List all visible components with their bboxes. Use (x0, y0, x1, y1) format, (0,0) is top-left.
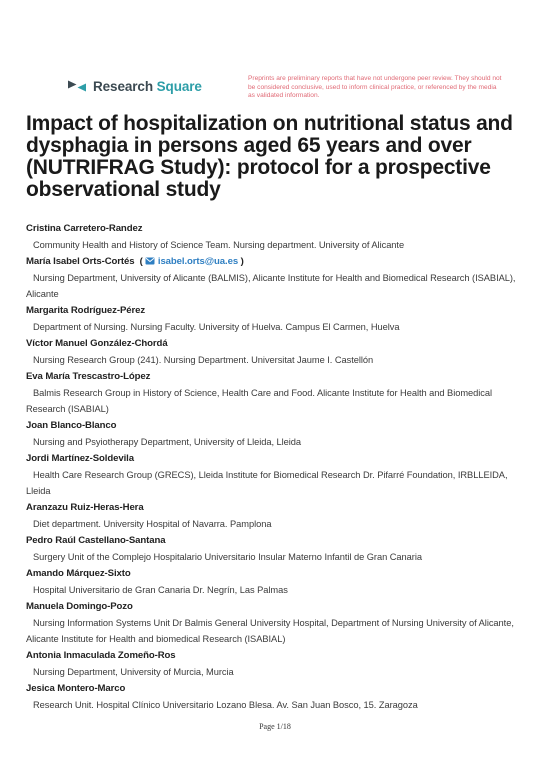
author-affiliation: Surgery Unit of the Complejo Hospitalario Universitario Insular Materno Infantil de Gran Canaria (33, 552, 422, 562)
author-name-line (26, 532, 531, 549)
preprint-disclaimer: Preprints are preliminary reports that have not undergone peer review. They should not be considered conclusive, used to inform clinical practice, or referenced by the media as validated information. (248, 75, 502, 99)
author-name-line (26, 253, 531, 270)
author-entry (26, 450, 531, 499)
author-entry (26, 417, 531, 450)
author-entry (26, 532, 531, 565)
paper-title: Impact of hospitalization on nutritional status and dysphagia in persons aged 65 years and over (NUTRIFRAG Study): protocol for a prospective observational study (26, 112, 513, 201)
author-list (26, 220, 531, 713)
author-name-line (26, 499, 531, 516)
author-entry (26, 368, 531, 417)
author-name-line (26, 647, 531, 664)
author-name: Joan Blanco-Blanco (26, 420, 117, 431)
author-affiliation: Research Unit. Hospital Clínico Universitario Lozano Blesa. Av. San Juan Bosco, 15. Zaragoza (33, 700, 418, 710)
author-affiliation: Nursing and Psyiotherapy Department, University of Lleida, Lleida (33, 437, 302, 447)
author-entry (26, 253, 531, 302)
logo-accent: Square (156, 78, 202, 94)
author-affiliation: Diet department. University Hospital of Navarra. Pamplona (33, 519, 272, 529)
author-name: María Isabel Orts-Cortés (26, 256, 135, 267)
author-name: Jesica Montero-Marco (26, 683, 126, 694)
author-affiliation: Balmis Research Group in History of Science, Health Care and Food. Alicante Institute for Health and Biomedical Research (ISABIAL) (26, 388, 493, 414)
author-name-line (26, 680, 531, 697)
author-entry (26, 565, 531, 598)
author-name-line (26, 417, 531, 434)
author-name: Manuela Domingo-Pozo (26, 601, 133, 612)
envelope-icon (145, 257, 155, 265)
author-entry (26, 220, 531, 253)
author-name-line (26, 302, 531, 319)
research-square-logo-icon (66, 77, 88, 95)
author-affiliation: Hospital Universitario de Gran Canaria Dr. Negrín, Las Palmas (33, 585, 288, 595)
author-entry (26, 598, 531, 647)
logo-brand: Research (93, 78, 153, 94)
author-name: Margarita Rodríguez-Pérez (26, 305, 146, 316)
page-number: Page 1/18 (259, 722, 291, 731)
author-affiliation: Nursing Research Group (241). Nursing Department. Universitat Jaume I. Castellón (33, 355, 374, 365)
author-name: Cristina Carretero-Randez (26, 223, 143, 234)
author-entry (26, 499, 531, 532)
corresponding-email: ( isabel.orts@ua.es ) (134, 256, 244, 267)
author-affiliation: Department of Nursing. Nursing Faculty. University of Huelva. Campus El Carmen, Huelva (33, 322, 400, 332)
author-affiliation: Nursing Department, University of Alicante (BALMIS), Alicante Institute for Health and Biomedical Research (ISABIAL), Alicante (26, 273, 516, 299)
author-name-line (26, 565, 531, 582)
author-name: Jordi Martínez-Soldevila (26, 453, 134, 464)
author-name: Víctor Manuel González-Chordá (26, 338, 168, 349)
author-name-line (26, 368, 531, 385)
author-entry (26, 680, 531, 713)
author-entry (26, 335, 531, 368)
author-affiliation: Community Health and History of Science Team. Nursing department. University of Alicante (33, 240, 405, 250)
author-name-line (26, 598, 531, 615)
author-name-line (26, 335, 531, 352)
author-name-line (26, 450, 531, 467)
logo-wordmark (93, 79, 202, 94)
author-entry (26, 302, 531, 335)
author-affiliation: Nursing Department, University of Murcia, Murcia (33, 667, 234, 677)
author-affiliation: Nursing Information Systems Unit Dr Balmis General University Hospital, Department of Nursing University of Alicante, Alicante Institute for Health and biomedical Research (ISABIAL) (26, 618, 514, 644)
author-name: Pedro Raúl Castellano-Santana (26, 535, 166, 546)
author-entry (26, 647, 531, 680)
author-name: Antonia Inmaculada Zomeño-Ros (26, 650, 176, 661)
author-name: Eva María Trescastro-López (26, 371, 151, 382)
author-email-link[interactable]: isabel.orts@ua.es (157, 256, 239, 267)
research-square-logo[interactable] (66, 77, 202, 95)
author-name: Aranzazu Ruiz-Heras-Hera (26, 502, 144, 513)
author-name-line (26, 220, 531, 237)
author-name: Amando Márquez-Sixto (26, 568, 131, 579)
preprint-header (0, 0, 550, 110)
author-affiliation: Health Care Research Group (GRECS), Lleida Institute for Biomedical Research Dr. Pifarré Foundation, IRBLLEIDA, Lleida (26, 470, 508, 496)
